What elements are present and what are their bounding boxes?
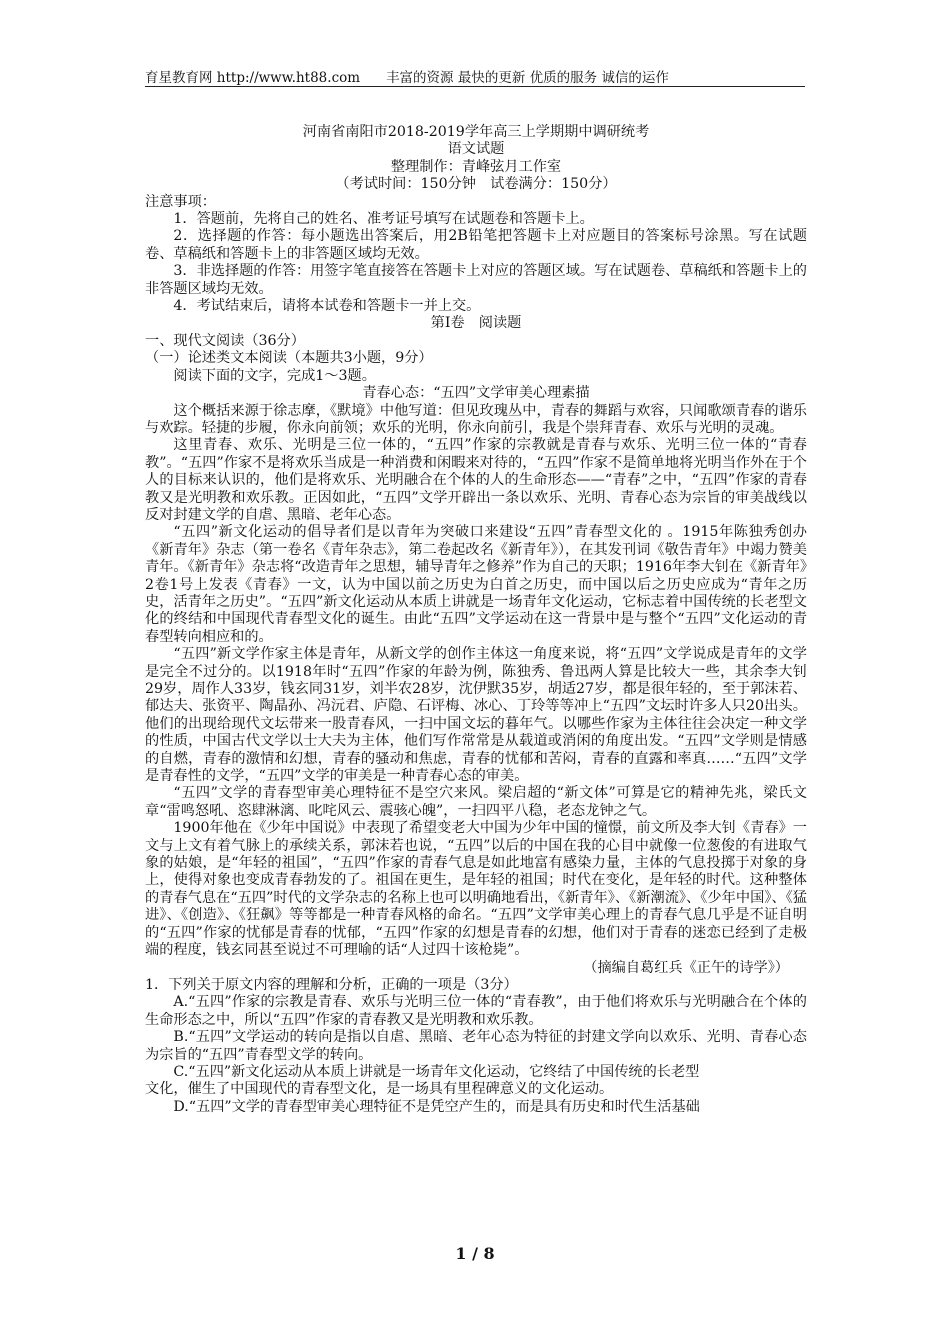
question-option: A.“五四”作家的宗教是青春、欢乐与光明三位一体的“青春教”，由于他们将欢乐与光明融合在个体的生命形态之中，所以“五四”作家的青春教又是光明教和欢乐教。 (145, 994, 807, 1028)
exam-subtitle: 语文试题 (447, 141, 505, 158)
notice-item: 4．考试结束后，请将本试卷和答题卡一并上交。 (173, 298, 481, 315)
question-option: B.“五四”文学运动的转向是指以自虐、黑暗、老年心态为特征的封建文学向以欢乐、光明、青春心态为宗旨的“五四”青春型文学的转向。 (145, 1029, 807, 1063)
part-title: 第Ⅰ卷 阅读题 (430, 315, 522, 332)
notice-item: 2．选择题的作答：每小题选出答案后，用2B铅笔把答题卡上对应题目的答案标号涂黑。写在试题卷、草稿纸和答题卡上的非答题区域均无效。 (145, 228, 807, 262)
site-slogan: 丰富的资源 最快的更新 优质的服务 诚信的运作 (386, 70, 669, 86)
article-title: 青春心态：“五四”文学审美心理素描 (362, 385, 590, 402)
site-header (145, 66, 805, 86)
question-option: 文化，催生了中国现代的青春型文化，是一场具有里程碑意义的文化运动。 (145, 1081, 614, 1098)
article-paragraph: 这里青春、欢乐、光明是三位一体的，“五四”作家的宗教就是青春与欢乐、光明三位一体的“青春教”。“五四”作家不是将欢乐当成是一种消费和闲暇来对待的，“五四”作家不是简单地将光明当作外在于个人的目标来认识的，他们是将欢乐、光明融合在个体的人的生命形态——“青春”之中，“五四”作家的青春教又是光明教和欢乐教。正因如此，“五四”文学开辟出一条以欢乐、光明、青春心态为宗旨的审美战线以反对封建文学的自虐、黑暗、老年心态。 (145, 437, 807, 523)
page-number: 1 / 8 (455, 1244, 495, 1263)
article-paragraph: “五四”文学的青春型审美心理特征不是空穴来风。梁启超的“新文体”可算是它的精神先兆，梁氏文章“雷鸣怒吼、恣肆淋漓、叱咤风云、震骇心魄”，一扫四平八稳，老态龙钟之气。 (145, 785, 807, 819)
question-stem: 1．下列关于原文内容的理解和分析，正确的一项是（3分） (145, 976, 518, 993)
article-source: （摘编自葛红兵《正午的诗学》） (583, 959, 789, 976)
exam-info: （考试时间：150分钟 试卷满分：150分） (335, 176, 617, 193)
notice-item: 1．答题前，先将自己的姓名、准考证号填写在试题卷和答题卡上。 (173, 211, 594, 228)
article-paragraph: 1900年他在《少年中国说》中表现了希望变老大中国为少年中国的憧憬，前文所及李大钊《青春》一文与上文有着气脉上的承续关系，郭沫若也说，“五四”以后的中国在我的心目中就像一位葱俊的有进取气象的姑娘，是“年轻的祖国”，“五四”作家的青春气息是如此地富有感染力量，主体的气息投掷于对象的身上，使得对象也变成青春勃发的了。祖国在更生，是年轻的祖国；时代在变化，是年轻的时代。这种整体的青春气息在“五四”时代的文学杂志的名称上也可以明确地看出，《新青年》、《新潮流》、《少年中国》、《猛进》、《创造》、《狂飙》等等都是一种青春风格的命名。“五四”文学审美心理上的青春气息几乎是不证自明的“五四”作家的忧郁是青春的忧郁，“五四”作家的幻想是青春的幻想，他们对于青春的迷恋已经到了走极端的程度，钱玄同甚至说过不可理喻的话“人过四十该枪毙”。 (145, 820, 807, 959)
article-paragraph: “五四”新文学作家主体是青年，从新文学的创作主体这一角度来说，将“五四”文学说成是青年的文学是完全不过分的。以1918年时“五四”作家的年龄为例，陈独秀、鲁迅两人算是比较大一些，其余李大钊29岁，周作人33岁，钱玄同31岁，刘半农28岁，沈伊默35岁，胡适27岁，都是很年轻的，至于郭沫若、郁达夫、张资平、陶晶孙、冯沅君、庐隐、石评梅、冰心、丁玲等等冲上“五四”文坛时许多人只20出头。他们的出现给现代文坛带来一股青春风，一扫中国文坛的暮年气。以哪些作家为主体往往会决定一种文学的性质，中国古代文学以士大夫为主体，他们写作常常是从载道或消闲的角度出发。“五四”文学则是情感的自燃，青春的激情和幻想，青春的骚动和焦虑，青春的忧郁和苦闷，青春的直露和率真……“五四”文学是青春性的文学，“五四”文学的审美是一种青春心态的审美。 (145, 646, 807, 785)
exam-title: 河南省南阳市2018-2019学年高三上学期期中调研统考 (302, 124, 650, 140)
article-paragraph: 这个概括来源于徐志摩，《默境》中他写道：但见玫瑰丛中，青春的舞蹈与欢容，只闻歌颂青春的谐乐与欢踪。轻捷的步履，你永向前领；欢乐的光明，你永向前引，我是个崇拜青春、欢乐与光明的灵魂。 (145, 402, 807, 436)
site-name: 育星教育网 http://www.ht88.com (145, 70, 361, 86)
producer: 整理制作：青峰弦月工作室 (390, 158, 562, 175)
header-rule (145, 86, 805, 87)
section-heading: 一、现代文阅读（36分） (145, 332, 305, 349)
exam-content (145, 124, 807, 1116)
notice-item: 3．非选择题的作答：用签字笔直接答在答题卡上对应的答题区域。写在试题卷、草稿纸和答题卡上的非答题区域均无效。 (145, 263, 807, 297)
notice-title: 注意事项： (145, 193, 216, 210)
question-option: D.“五四”文学的青春型审美心理特征不是凭空产生的，而是具有历史和时代生活基础 (173, 1098, 700, 1115)
question-option: C.“五四”新文化运动从本质上讲就是一场青年文化运动，它终结了中国传统的长老型 (173, 1063, 700, 1080)
article-paragraph: “五四”新文化运动的倡导者们是以青年为突破口来建设“五四”青春型文化的 。1915年陈独秀创办《新青年》杂志（第一卷名《青年杂志》，第二卷起改名《新青年》），在其发刊词《敬告青年》中竭力赞美青年。《新青年》杂志将“改造青年之思想，辅导青年之修养”作为自己的天职；1916年李大钊在《新青年》2卷1号上发表《青春》一文，认为中国以前之历史为白首之历史，而中国以后之历史应成为“青年之历史，活青年之历史”。“五四”新文化运动从本质上讲就是一场青年文化运动，它标志着中国传统的长老型文化的终结和中国现代青春型文化的诞生。由此“五四”文学运动在这一背景中是与整个“五四”文化运动的青春型转向相应和的。 (145, 524, 808, 645)
subsection-heading: （一）论述类文本阅读（本题共3小题，9分） (145, 350, 433, 367)
instruction: 阅读下面的文字，完成1～3题。 (173, 367, 376, 384)
